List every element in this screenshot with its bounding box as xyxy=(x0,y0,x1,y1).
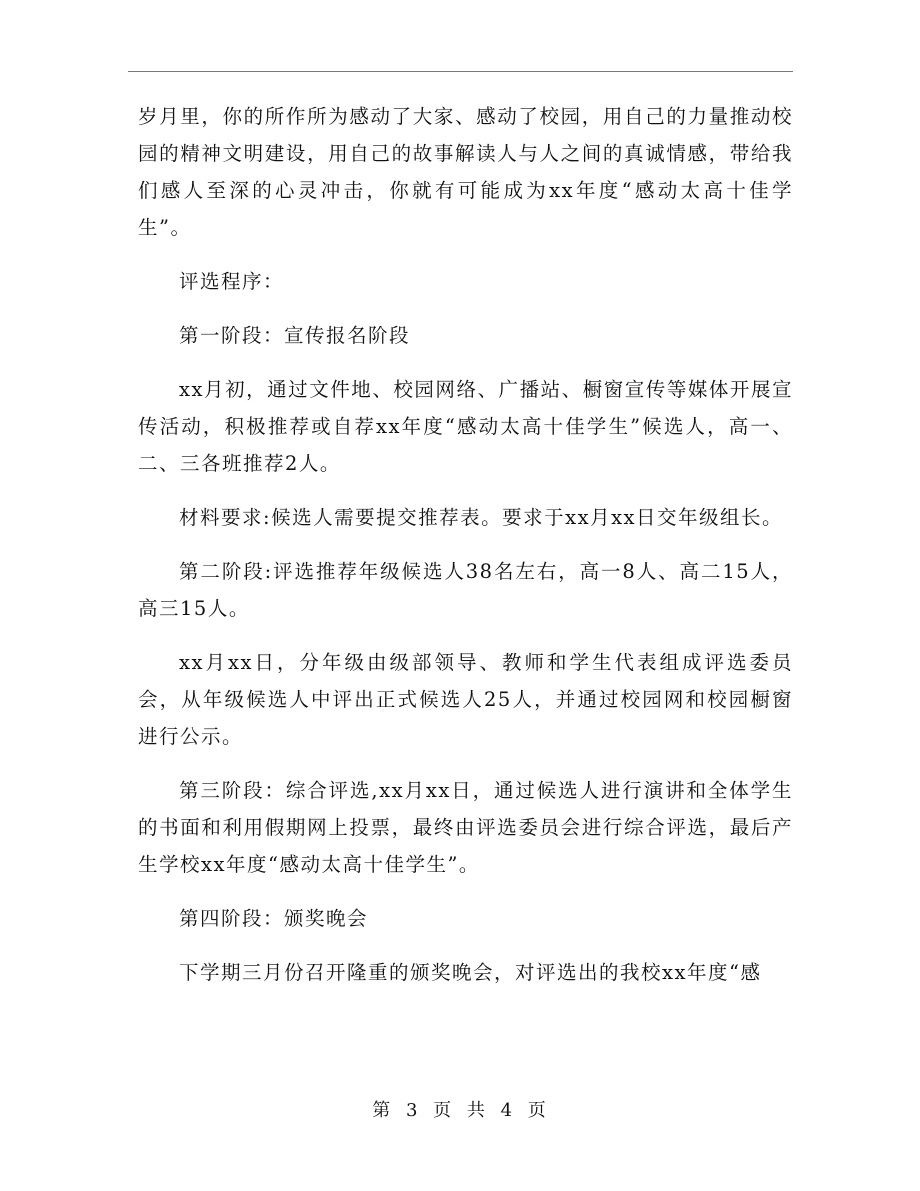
header-divider xyxy=(128,71,793,72)
document-body xyxy=(138,98,793,991)
paragraph-stage-one-detail: xx月初，通过文件地、校园网络、广播站、橱窗宣传等媒体开展宣传活动，积极推荐或自荐xx年度“感动太高十佳学生”候选人，高一、二、三各班推荐2人。 xyxy=(138,378,793,475)
paragraph-stage-four-heading: 第四阶段：颁奖晚会 xyxy=(179,907,369,930)
paragraph-procedure-heading: 评选程序： xyxy=(179,270,285,293)
paragraph-continuation: 岁月里，你的所作所为感动了大家、感动了校园，用自己的力量推动校园的精神文明建设，用自己的故事解读人与人之间的真诚情感，带给我们感人至深的心灵冲击，你就有可能成为xx年度“感动太高十佳学生”。 xyxy=(138,105,793,239)
paragraph-award-ceremony: 下学期三月份召开隆重的颁奖晚会，对评选出的我校xx年度“感 xyxy=(179,961,762,984)
paragraph-stage-two: 第二阶段:评选推荐年级候选人38名左右，高一8人、高二15人，高三15人。 xyxy=(138,560,793,620)
paragraph-material-requirements: 材料要求:候选人需要提交推荐表。要求于xx月xx日交年级组长。 xyxy=(179,506,784,529)
paragraph-committee: xx月xx日，分年级由级部领导、教师和学生代表组成评选委员会，从年级候选人中评出正式候选人25人，并通过校园网和校园橱窗进行公示。 xyxy=(138,651,793,748)
page-number: 第 3 页 共 4 页 xyxy=(372,1100,548,1121)
paragraph-stage-three: 第三阶段：综合评选,xx月xx日，通过候选人进行演讲和全体学生的书面和利用假期网上投票，最终由评选委员会进行综合评选，最后产生学校xx年度“感动太高十佳学生”。 xyxy=(138,779,793,876)
paragraph-stage-one-heading: 第一阶段：宣传报名阶段 xyxy=(179,324,411,347)
